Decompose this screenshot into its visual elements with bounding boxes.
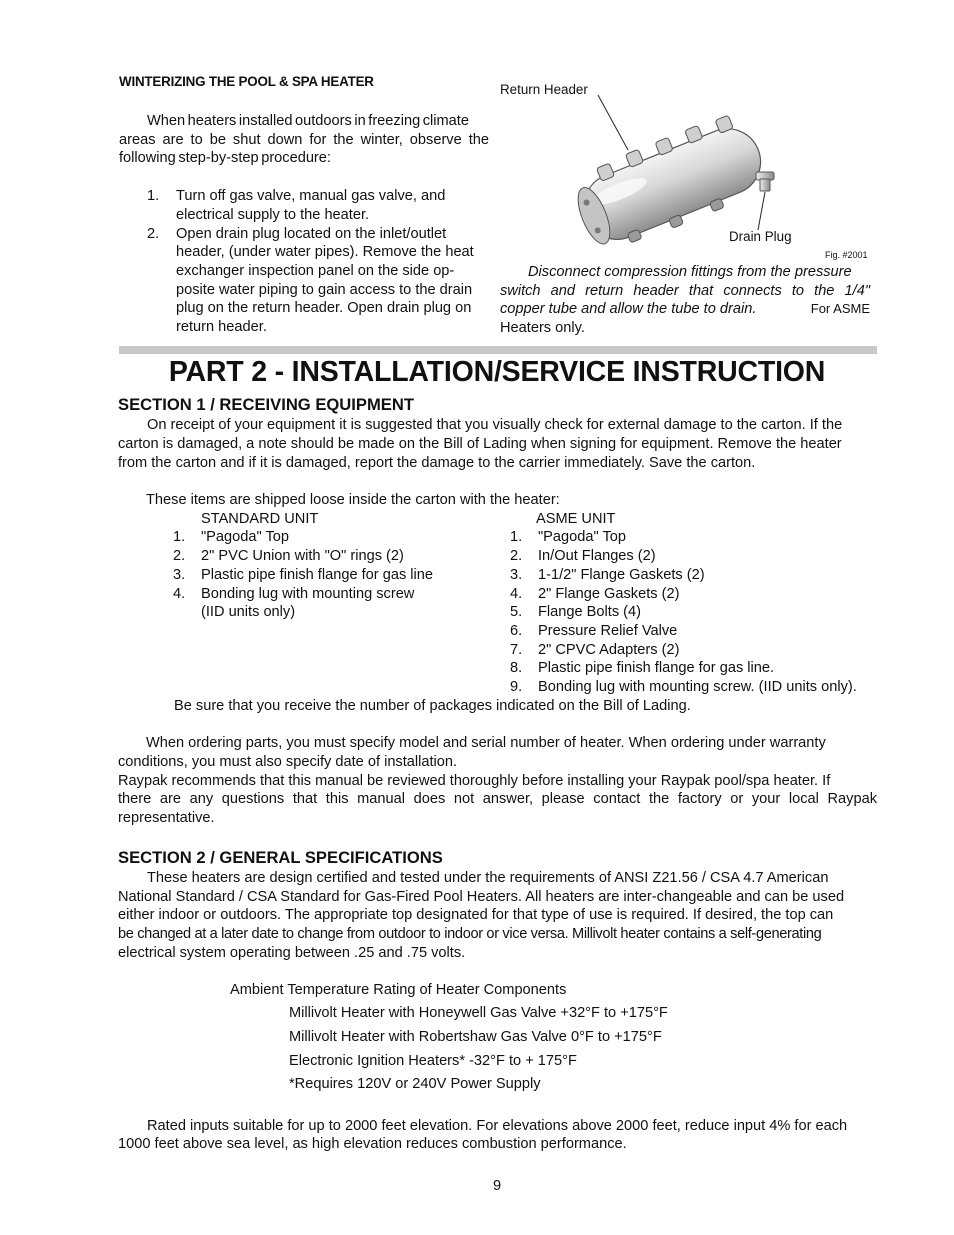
ambient-heading: Ambient Temperature Rating of Heater Components [230, 982, 567, 998]
step-text: Open drain plug located on the inlet/outlet [176, 226, 447, 242]
winterizing-intro-line-1: When heaters installed outdoors in freezing climate [147, 113, 469, 129]
step-text: Turn off gas valve, manual gas valve, and [176, 188, 446, 204]
list-number: 2. [173, 548, 186, 564]
list-item: 2" Flange Gaskets (2) [538, 586, 680, 602]
return-header-illustration [560, 90, 880, 265]
step-text: exchanger inspection panel on the side op- [176, 263, 455, 279]
ambient-item: *Requires 120V or 240V Power Supply [289, 1076, 541, 1092]
list-number: 3. [510, 567, 523, 583]
figure-caption-line-2: switch and return header that connects to the 1/4" [500, 283, 870, 299]
elevation-line: 1000 feet above sea level, as high elevation reduces combustion performance. [118, 1136, 627, 1152]
list-number: 6. [510, 623, 523, 639]
return-header-label: Return Header [500, 82, 588, 97]
ambient-item: Electronic Ignition Heaters* -32°F to + 175°F [289, 1053, 577, 1069]
list-item: "Pagoda" Top [201, 529, 289, 545]
figure-caption-line-3 [500, 300, 870, 319]
section1-title: SECTION 1 / RECEIVING EQUIPMENT [118, 395, 414, 414]
section2-para-line: either indoor or outdoors. The appropriate top designated for that type of use is required. If desired, the top can [118, 907, 834, 923]
ambient-item: Millivolt Heater with Robertshaw Gas Valve 0°F to +175°F [289, 1029, 662, 1045]
section2-para-line: These heaters are design certified and tested under the requirements of ANSI Z21.56 / CSA 4.7 American [147, 870, 829, 886]
winterizing-intro-line-2: areas are to be shut down for the winter, observe the [119, 132, 489, 148]
raypak-line: Raypak recommends that this manual be reviewed thoroughly before installing your Raypak pool/spa heater. If [118, 773, 831, 789]
list-item: Plastic pipe finish flange for gas line. [538, 660, 775, 676]
caption-for-asme: For ASME [810, 301, 870, 316]
ordering-line: When ordering parts, you must specify model and serial number of heater. When ordering under warranty [146, 735, 826, 751]
list-number: 3. [173, 567, 186, 583]
caption-italic: copper tube and allow the tube to drain. [500, 301, 757, 317]
list-item: "Pagoda" Top [538, 529, 626, 545]
raypak-line: representative. [118, 810, 215, 826]
be-sure-note: Be sure that you receive the number of packages indicated on the Bill of Lading. [174, 698, 691, 714]
winterizing-intro-line-3: following step-by-step procedure: [119, 150, 331, 166]
figure-number: Fig. #2001 [825, 250, 868, 260]
list-item: 2" PVC Union with "O" rings (2) [201, 548, 404, 564]
part-title: PART 2 - INSTALLATION/SERVICE INSTRUCTION [168, 356, 826, 388]
list-item: Bonding lug with mounting screw. (IID units only). [538, 679, 857, 695]
section2-title: SECTION 2 / GENERAL SPECIFICATIONS [118, 848, 443, 867]
standard-unit-heading: STANDARD UNIT [201, 511, 319, 527]
list-item-continuation: (IID units only) [201, 604, 296, 620]
list-number: 5. [510, 604, 523, 620]
section1-para-line: On receipt of your equipment it is suggested that you visually check for external damage to the carton. If the [147, 417, 843, 433]
elevation-line: Rated inputs suitable for up to 2000 feet elevation. For elevations above 2000 feet, reduce input 4% for each [147, 1118, 848, 1134]
drain-plug-label: Drain Plug [729, 229, 792, 244]
loose-items-intro: These items are shipped loose inside the carton with the heater: [146, 492, 560, 508]
asme-unit-heading: ASME UNIT [536, 511, 616, 527]
list-item: Pressure Relief Valve [538, 623, 678, 639]
list-item: 1-1/2" Flange Gaskets (2) [538, 567, 705, 583]
section2-para-line: National Standard / CSA Standard for Gas-Fired Pool Heaters. All heaters are inter-changeable and can be used [118, 889, 845, 905]
section1-para-line: carton is damaged, a note should be made on the Bill of Lading when signing for equipment. Remove the heater [118, 436, 842, 452]
list-number: 4. [173, 586, 186, 602]
list-item: 2" CPVC Adapters (2) [538, 642, 680, 658]
step-text: plug on the return header. Open drain plug on [176, 300, 472, 316]
divider-bar [119, 346, 877, 354]
figure-caption-line-1: Disconnect compression fittings from the pressure [528, 264, 852, 280]
list-number: 1. [173, 529, 186, 545]
step-text: header, (under water pipes). Remove the heat [176, 244, 474, 260]
step-text: electrical supply to the heater. [176, 207, 370, 223]
step-text: return header. [176, 319, 267, 335]
page-number: 9 [493, 1178, 502, 1194]
winterizing-title: WINTERIZING THE POOL & SPA HEATER [119, 74, 374, 89]
list-number: 7. [510, 642, 523, 658]
list-number: 8. [510, 660, 523, 676]
list-number: 4. [510, 586, 523, 602]
ambient-item: Millivolt Heater with Honeywell Gas Valve +32°F to +175°F [289, 1005, 668, 1021]
list-number: 2. [510, 548, 523, 564]
section1-para-line: from the carton and if it is damaged, report the damage to the carrier immediately. Save the carton. [118, 455, 756, 471]
raypak-line: there are any questions that this manual does not answer, please contact the factory or your local Raypak [118, 791, 877, 807]
section2-para-line: be changed at a later date to change from outdoor to indoor or vice versa. Millivolt heater contains a self-generating [118, 926, 822, 942]
list-item: In/Out Flanges (2) [538, 548, 656, 564]
list-item: Bonding lug with mounting screw [201, 586, 415, 602]
section2-para-line: electrical system operating between .25 and .75 volts. [118, 945, 466, 961]
list-item: Flange Bolts (4) [538, 604, 642, 620]
list-number: 1. [510, 529, 523, 545]
list-number: 9. [510, 679, 523, 695]
list-item: Plastic pipe finish flange for gas line [201, 567, 434, 583]
step-number: 2. [147, 226, 160, 242]
figure-caption-line-4: Heaters only. [500, 320, 585, 336]
ordering-line: conditions, you must also specify date of installation. [118, 754, 458, 770]
step-text: posite water piping to gain access to the drain [176, 282, 473, 298]
step-number: 1. [147, 188, 160, 204]
